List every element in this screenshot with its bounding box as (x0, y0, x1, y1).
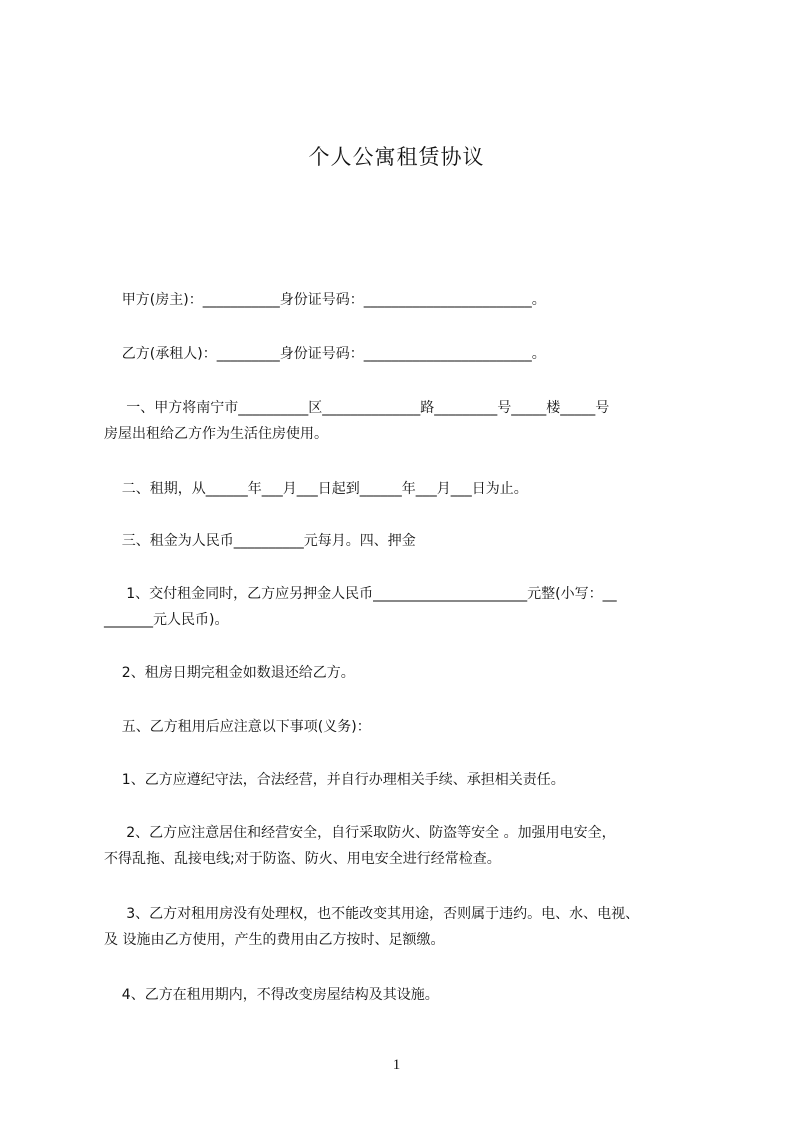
clause-4-2: 2、租房日期完租金如数退还给乙方。 (104, 665, 355, 681)
clause-2: 二、租期，从______年___月___日起到______年___月___日为止。 (104, 481, 528, 497)
clause-5-4: 4、乙方在租用期内，不得改变房屋结构及其设施。 (104, 987, 439, 1003)
page-number: 1 (392, 1057, 401, 1073)
document-title: 个人公寓租赁协议 (308, 145, 485, 169)
clause-4-1-line-1: 1、交付租金同时，乙方应另押金人民币______________________元整(小写：__ (104, 586, 617, 602)
clause-5-3-line-1: 3、乙方对租用房没有处理权，也不能改变其用途，否则属于违约。电、水、电视、 (104, 906, 640, 922)
clause-5-2-line-2: 不得乱拖、乱接电线;对于防盗、防火、用电安全进行经常检查。 (104, 851, 501, 867)
party-a-line: 甲方(房主)：___________身份证号码：________________________。 (104, 292, 546, 308)
clause-5-3-line-2: 及 设施由乙方使用，产生的费用由乙方按时、足额缴。 (104, 932, 445, 948)
clause-5-2-line-1: 2、乙方应注意居住和经营安全，自行采取防火、防盗等安全 。加强用电安全， (104, 825, 616, 841)
clause-1-line-1: 一、甲方将南宁市__________区______________路_________号_____楼_____号 (104, 400, 610, 416)
clause-1-line-2: 房屋出租给乙方作为生活住房使用。 (104, 426, 328, 442)
clause-5-heading: 五、乙方租用后应注意以下事项(义务)： (104, 719, 371, 735)
clause-3: 三、租金为人民币__________元每月。四、押金 (104, 533, 416, 549)
clause-5-1: 1、乙方应遵纪守法，合法经营，并自行办理相关手续、承担相关责任。 (104, 772, 565, 788)
party-b-line: 乙方(承租人)：_________身份证号码：________________________。 (104, 346, 546, 362)
clause-4-1-line-2: _______元人民币)。 (104, 612, 229, 628)
